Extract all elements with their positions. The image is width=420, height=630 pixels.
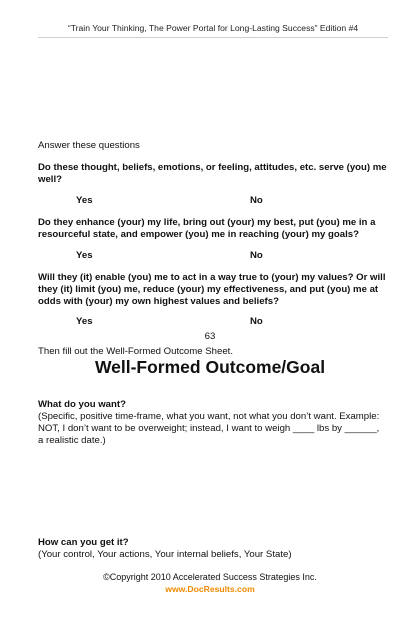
no-option[interactable]: No: [250, 316, 263, 327]
no-option[interactable]: No: [250, 195, 263, 206]
running-header: “Train Your Thinking, The Power Portal for Long-Lasting Success” Edition #4: [67, 23, 359, 33]
answer-row-2: [76, 250, 266, 261]
question-3: Will they (it) enable (you) me to act in a way true to (your) my values? Or will they (it) limit (you) me, reduce (your) my effectiveness, and put (you) me at odds with (your) my own highest values and beliefs?: [38, 272, 386, 307]
header-rule: [38, 37, 388, 38]
yes-option[interactable]: Yes: [76, 250, 93, 261]
website-link[interactable]: www.DocResults.com: [165, 584, 255, 594]
copyright: ©Copyright 2010 Accelerated Success Strategies Inc.: [103, 572, 317, 582]
intro-text: Answer these questions: [38, 140, 140, 151]
section-heading-want: What do you want?: [38, 399, 126, 410]
answer-row-3: [76, 316, 266, 327]
answer-row-1: [76, 195, 266, 206]
yes-option[interactable]: Yes: [76, 316, 93, 327]
section-heading-how: How can you get it?: [38, 537, 129, 548]
section-body-want: (Specific, positive time-frame, what you want, not what you don’t want. Example: NOT, I don’t want to be overweight; instead, I want to weigh ____ lbs by ______, a realistic date.): [38, 411, 380, 446]
instruction-text: Then fill out the Well-Formed Outcome Sheet.: [38, 346, 233, 357]
page-number: 63: [204, 331, 216, 342]
no-option[interactable]: No: [250, 250, 263, 261]
yes-option[interactable]: Yes: [76, 195, 93, 206]
section-body-how: (Your control, Your actions, Your internal beliefs, Your State): [38, 549, 292, 560]
question-1: Do these thought, beliefs, emotions, or feeling, attitudes, etc. serve (you) me well?: [38, 162, 387, 185]
sheet-title: Well-Formed Outcome/Goal: [94, 357, 326, 377]
question-2: Do they enhance (your) my life, bring out (your) my best, put (you) me in a resourceful state, and empower (you) me in reaching (your) my goals?: [38, 217, 376, 240]
